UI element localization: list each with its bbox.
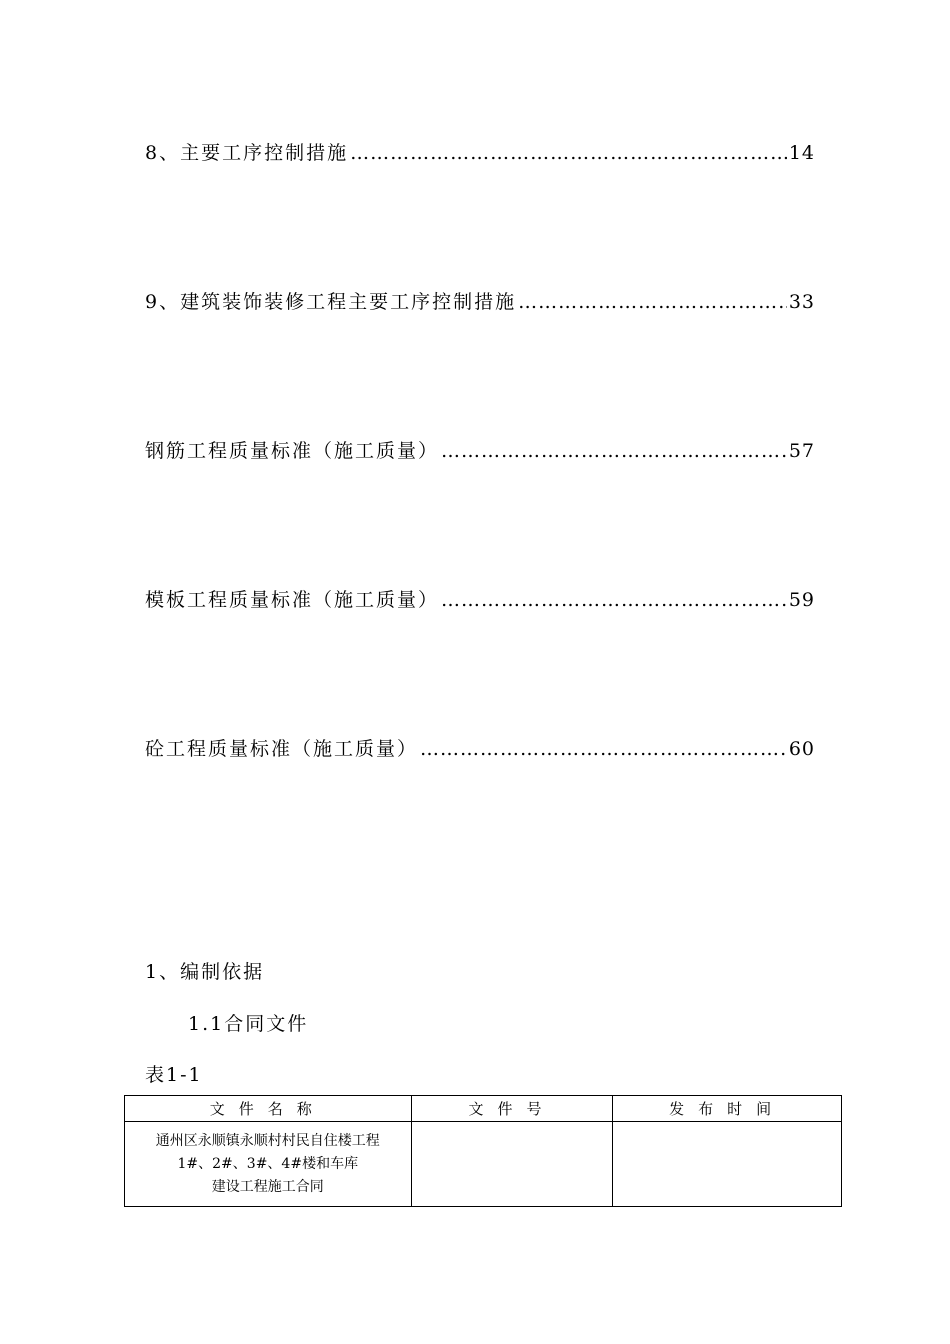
toc-entry-title: 砼工程质量标准（施工质量） <box>145 738 419 760</box>
toc-entry-page: 59 <box>788 589 815 611</box>
document-number-cell <box>411 1122 613 1207</box>
table-label: 表1-1 <box>145 1064 203 1086</box>
publish-date-cell <box>613 1122 842 1207</box>
column-header-date: 发布时间 <box>613 1096 842 1122</box>
toc-leader <box>441 440 787 462</box>
toc-entry[interactable] <box>145 138 815 168</box>
document-name-line: 1#、2#、3#、4#楼和车库 <box>177 1155 359 1172</box>
toc-entry[interactable] <box>145 734 815 764</box>
toc-leader <box>420 738 787 760</box>
toc-entry[interactable] <box>145 287 815 317</box>
table-header-row <box>125 1096 842 1122</box>
column-header-name: 文件名称 <box>125 1096 412 1122</box>
contract-documents-table <box>124 1095 842 1207</box>
toc-entry-page: 57 <box>788 440 815 462</box>
toc-entry-title: 模板工程质量标准（施工质量） <box>145 589 440 611</box>
toc-entry-title: 钢筋工程质量标准（施工质量） <box>145 440 440 462</box>
table-row <box>125 1122 842 1207</box>
toc-entry-title: 8、主要工序控制措施 <box>145 142 349 164</box>
document-name-line: 建设工程施工合同 <box>211 1178 324 1195</box>
column-header-number: 文件号 <box>411 1096 613 1122</box>
toc-leader <box>441 589 787 611</box>
subsection-heading: 1.1合同文件 <box>188 1013 309 1035</box>
toc-entry[interactable] <box>145 585 815 615</box>
toc-leader <box>518 291 787 313</box>
toc-entry[interactable] <box>145 436 815 466</box>
toc-entry-title: 9、建筑装饰装修工程主要工序控制措施 <box>145 291 517 313</box>
toc-entry-page: 33 <box>788 291 815 313</box>
document-name-cell <box>125 1122 412 1207</box>
toc-entry-page: 60 <box>788 738 815 760</box>
toc-entry-page: 14 <box>788 142 815 164</box>
section-heading: 1、编制依据 <box>145 961 265 983</box>
document-name-line: 通州区永顺镇永顺村村民自住楼工程 <box>155 1132 380 1149</box>
toc-leader <box>350 142 787 164</box>
